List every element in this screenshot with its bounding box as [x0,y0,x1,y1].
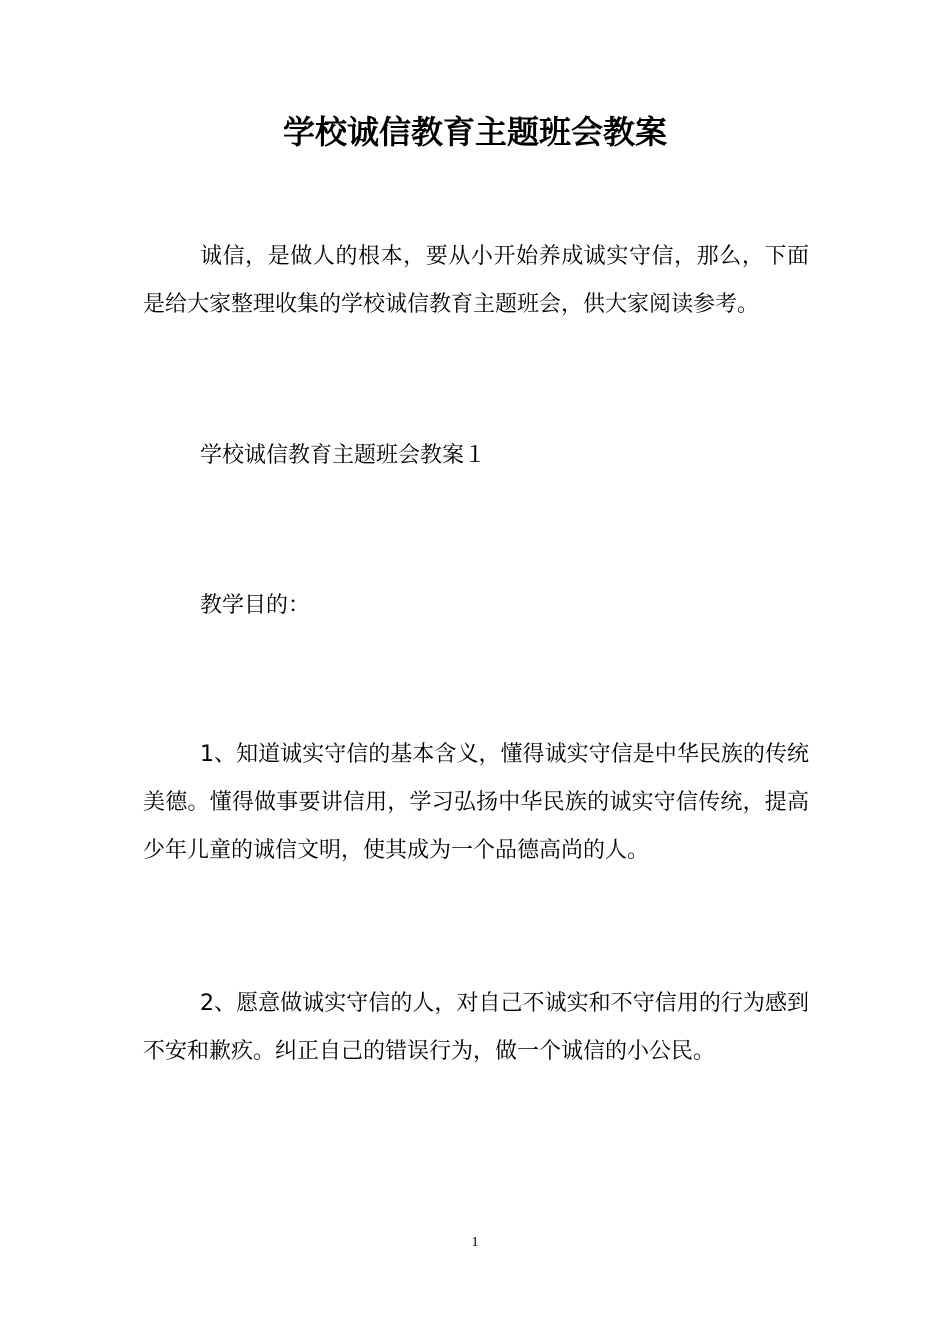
section-heading: 学校诚信教育主题班会教案１ [200,443,487,468]
page-number: 1 [471,1235,479,1250]
objectives-heading: 教学目的： [200,593,311,618]
objective-item-1: 1、知道诚实守信的基本含义，懂得诚实守信是中华民族的传统美德。懂得做事要讲信用，学习弘扬中华民族的诚实守信传统，提高少年儿童的诚信文明，使其成为一个品德高尚的人。 [143,742,809,863]
objective-item-2: 2、愿意做诚实守信的人，对自己不诚实和不守信用的行为感到不安和歉疚。纠正自己的错误行为，做一个诚信的小公民。 [143,991,809,1064]
document-title: 学校诚信教育主题班会教案 [282,113,667,151]
intro-paragraph: 诚信，是做人的根本，要从小开始养成诚实守信，那么，下面是给大家整理收集的学校诚信教育主题班会，供大家阅读参考。 [143,244,809,317]
